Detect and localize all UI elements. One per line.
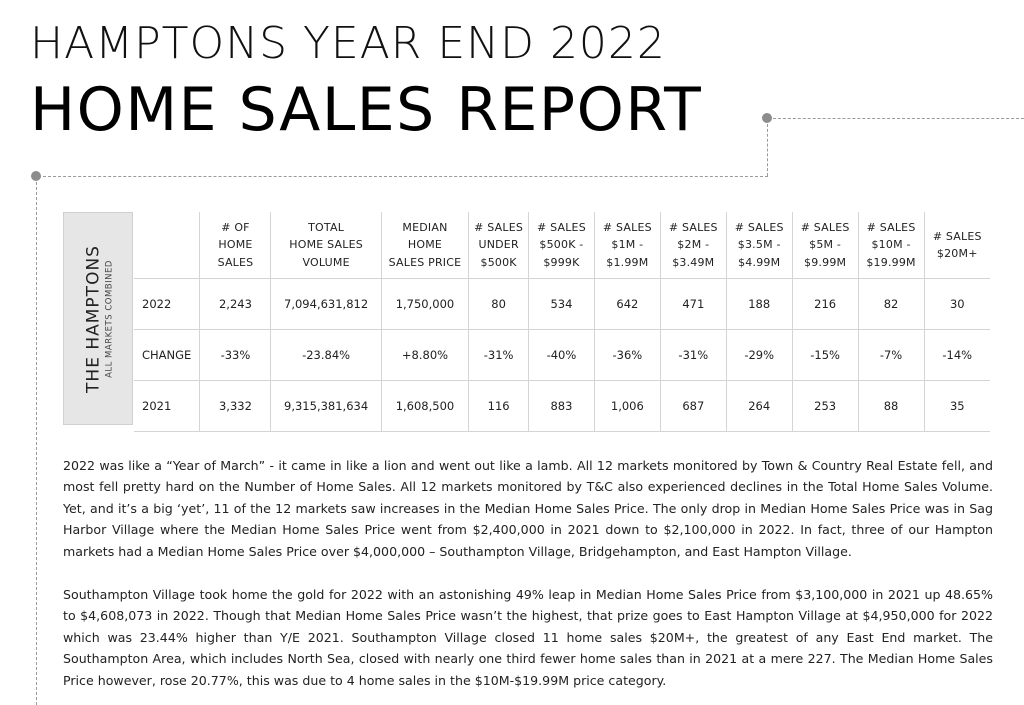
table-row-2022 [134,279,990,330]
dashed-line-top-right [773,118,1024,119]
table-row-2021 [134,381,990,432]
table-cell: 88 [858,381,924,432]
table-header: TOTAL HOME SALES VOLUME [271,212,381,279]
market-sidebar-subtitle: ALL MARKETS COMBINED [104,260,115,378]
sales-table [134,212,990,432]
row-label: 2022 [134,279,200,330]
table-cell: -14% [924,330,990,381]
table-cell: 253 [792,381,858,432]
table-cell: 1,006 [594,381,660,432]
table-cell: 1,608,500 [381,381,469,432]
table-cell: 188 [726,279,792,330]
table-cell: -40% [528,330,594,381]
table-header: # SALES UNDER $500K [469,212,529,279]
report-title-line-1: HAMPTONS YEAR END 2022 [30,18,666,69]
table-cell: -36% [594,330,660,381]
table-cell: 471 [660,279,726,330]
table-cell: 1,750,000 [381,279,469,330]
table-cell: 82 [858,279,924,330]
table-cell: -33% [200,330,271,381]
table-header: # SALES $500K - $999K [528,212,594,279]
report-title-line-2: HOME SALES REPORT [30,75,703,145]
table-cell: 9,315,381,634 [271,381,381,432]
table-cell: 534 [528,279,594,330]
table-cell: 264 [726,381,792,432]
table-cell: 687 [660,381,726,432]
table-header: # SALES $2M - $3.49M [660,212,726,279]
row-label: 2021 [134,381,200,432]
market-sidebar [63,212,133,425]
table-cell: -15% [792,330,858,381]
dashed-line-vertical-left [36,182,37,705]
table-cell: 30 [924,279,990,330]
table-cell: -7% [858,330,924,381]
table-header: # OF HOME SALES [200,212,271,279]
table-cell: 2,243 [200,279,271,330]
table-cell: 642 [594,279,660,330]
summary-paragraph-1: 2022 was like a “Year of March” - it came in like a lion and went out like a lamb. All 12 markets monitored by Town & Country Real Estate fell, and most fell pretty hard on the Number of Home Sales. All 12 markets monitored by T&C also experienced declines in the Total Home Sales Volume. Yet, and it’s a big ‘yet’, 11 of the 12 markets saw increases in the Median Home Sales Price. The only drop in Median Home Sales Price was in Sag Harbor Village where the Median Home Sales Price went from $2,400,000 in 2021 down to $2,100,000 in 2022. In fact, three of our Hampton markets had a Median Home Sales Price over $4,000,000 – Southampton Village, Bridgehampton, and East Hampton Village. [63,458,993,559]
table-header: # SALES $3.5M - $4.99M [726,212,792,279]
table-header: # SALES $10M - $19.99M [858,212,924,279]
table-cell: -31% [469,330,529,381]
dashed-line-middle [38,176,768,177]
summary-paragraph-2: Southampton Village took home the gold for 2022 with an astonishing 49% leap in Median Home Sales Price from $3,100,000 in 2021 up 48.65% to $4,608,073 in 2022. Though that Median Home Sales Price wasn’t the highest, that prize goes to East Hampton Village at $4,950,000 for 2022 which was 23.44% higher than Y/E 2021. Southampton Village closed 11 home sales $20M+, the greatest of any East End market. The Southampton Area, which includes North Sea, closed with nearly one third fewer home sales than in 2021 at a mere 227. The Median Home Sales Price however, rose 20.77%, this was due to 4 home sales in the $10M-$19.99M price category. [63,587,993,688]
dashed-line-vertical-right [767,124,768,176]
row-label: CHANGE [134,330,200,381]
table-cell: +8.80% [381,330,469,381]
table-cell: -23.84% [271,330,381,381]
table-header: # SALES $5M - $9.99M [792,212,858,279]
table-header: # SALES $1M - $1.99M [594,212,660,279]
table-header: # SALES $20M+ [924,212,990,279]
table-header-blank [134,212,200,279]
table-cell: 3,332 [200,381,271,432]
table-header-row [134,212,990,279]
table-cell: -29% [726,330,792,381]
table-cell: 883 [528,381,594,432]
table-cell: 216 [792,279,858,330]
table-cell: 80 [469,279,529,330]
market-sidebar-title: THE HAMPTONS [83,245,104,393]
connector-dot-right [762,113,772,123]
table-cell: 35 [924,381,990,432]
table-row-change [134,330,990,381]
table-cell: -31% [660,330,726,381]
table-cell: 7,094,631,812 [271,279,381,330]
table-header: MEDIAN HOME SALES PRICE [381,212,469,279]
table-cell: 116 [469,381,529,432]
connector-dot-left [31,171,41,181]
